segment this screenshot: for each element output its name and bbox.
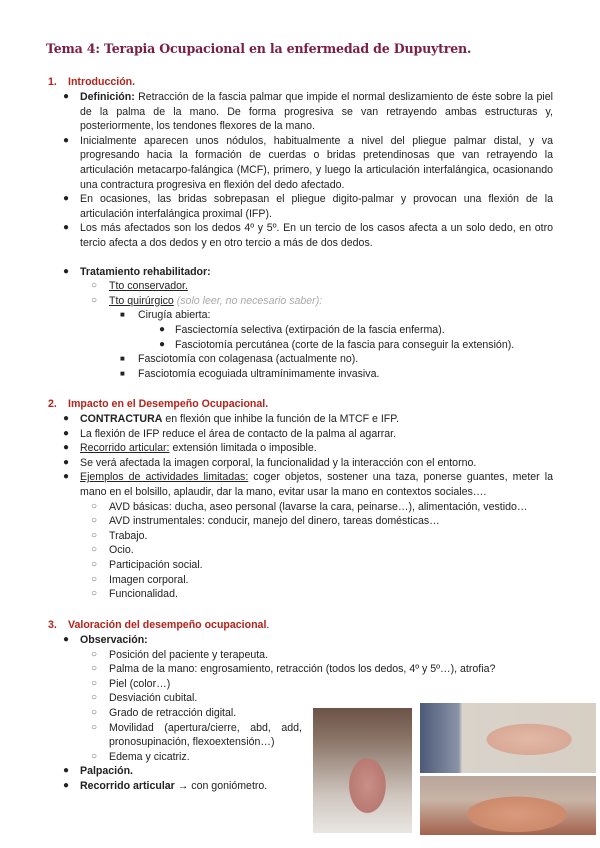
list-item: [0, 441, 553, 456]
circle-bullet-icon: ○: [91, 588, 98, 600]
section-heading: [0, 75, 600, 90]
document-title: Tema 4: Terapia Ocupacional en la enfermedad de Dupuytren.: [46, 41, 472, 56]
list-item: [0, 529, 553, 544]
circle-bullet-icon: ○: [91, 544, 98, 556]
section-heading: [0, 397, 600, 412]
item-lead: Ejemplos de actividades limitadas:: [80, 471, 249, 484]
item-text: Funcionalidad.: [109, 588, 178, 601]
item-punct: :: [319, 294, 323, 307]
circle-bullet-icon: ○: [91, 515, 98, 527]
item-lead: Observación:: [80, 634, 148, 646]
item-text: Retracción de la fascia palmar que impide el normal deslizamiento de éste sobre la piel de la palma de la mano. De forma progresiva se van retrayendo ambas estructuras y, posteriormente, los tendones flexores de la mano.: [80, 91, 553, 133]
bullet-icon: ●: [63, 765, 70, 777]
list-item: [0, 662, 553, 677]
item-text: Fasciectomía selectiva (extirpación de la fascia enferma).: [175, 323, 445, 336]
list-item: [0, 279, 553, 294]
circle-bullet-icon: ○: [91, 677, 98, 689]
square-bullet-icon: ■: [120, 354, 125, 364]
item-text: Piel (color…): [109, 677, 171, 690]
item-text: AVD instrumentales: conducir, manejo del dinero, tareas domésticas…: [109, 515, 440, 528]
list-item: [0, 412, 553, 427]
section-number: 2.: [48, 398, 57, 410]
bullet-icon: ●: [63, 779, 70, 791]
item-text: Se verá afectada la imagen corporal, la funcionalidad y la interacción con el entorno.: [80, 456, 477, 469]
circle-bullet-icon: ○: [91, 721, 98, 733]
item-lead: Definición:: [80, 91, 135, 103]
section-title: Valoración del desempeño ocupacional: [68, 619, 267, 631]
circle-bullet-icon: ○: [91, 280, 98, 292]
bullet-icon: ●: [63, 442, 70, 454]
item-text: Palma de la mano: engrosamiento, retracción (todos los dedos, 4º y 5º…), atrofia?: [109, 663, 496, 676]
item-text: Ocio.: [109, 544, 134, 557]
hand-palm-photo: [313, 708, 412, 833]
list-item: [0, 633, 553, 648]
list-item: [0, 90, 553, 134]
square-bullet-icon: ■: [120, 310, 125, 320]
section-title-punct: .: [266, 619, 270, 631]
circle-bullet-icon: ○: [91, 648, 98, 660]
hand-table-photo: [420, 703, 596, 773]
item-text: Desviación cubital.: [109, 692, 198, 705]
item-text: Grado de retracción digital.: [109, 706, 237, 719]
section-impacto: [0, 397, 600, 602]
item-text: en flexión que inhibe la función de la MTCF e IFP.: [162, 413, 399, 425]
section-title: Introducción.: [68, 76, 136, 88]
list-item: [0, 543, 553, 558]
hand-flexion-photo: [420, 776, 596, 835]
item-text: Los más afectados son los dedos 4º y 5º. En un tercio de los casos afecta a un solo dedo, en otro tercio afecta a dos dedos y en otro tercio a más de dos dedos.: [80, 222, 553, 249]
square-bullet-icon: ■: [120, 368, 125, 378]
circle-bullet-icon: ○: [91, 692, 98, 704]
item-text: Edema y cicatriz.: [109, 750, 190, 763]
circle-bullet-icon: ○: [91, 663, 98, 675]
item-text: Imagen corporal.: [109, 573, 189, 586]
list-item: [0, 338, 553, 353]
section-number: 3.: [48, 619, 57, 631]
circle-bullet-icon: ○: [91, 558, 98, 570]
circle-bullet-icon: ○: [91, 529, 98, 541]
item-text: Fasciotomía con colagenasa (actualmente no).: [138, 353, 359, 366]
list-item: [0, 308, 553, 323]
item-text: Cirugía abierta:: [138, 309, 211, 322]
item-text: Posición del paciente y terapeuta.: [109, 648, 269, 661]
circle-bullet-icon: ○: [91, 573, 98, 585]
list-item: [0, 573, 553, 588]
section-title: Impacto en el Desempeño Ocupacional.: [68, 398, 269, 410]
list-item: [0, 648, 553, 663]
item-text: Trabajo.: [109, 529, 148, 542]
bullet-icon: ●: [63, 634, 70, 645]
bullet-icon: ●: [159, 338, 166, 350]
list-item: [0, 367, 553, 382]
list-item: [0, 587, 553, 602]
bullet-icon: ●: [63, 134, 70, 146]
circle-bullet-icon: ○: [91, 750, 98, 762]
list-item: [0, 721, 302, 750]
circle-bullet-icon: ○: [91, 500, 98, 512]
list-item: [0, 456, 553, 471]
item-text: Inicialmente aparecen unos nódulos, habitualmente a nivel del pliegue palmar distal, y va progresando hacia la formación de cuerdas o bridas pretendinosas que van retrayendo la articulación metacarpo-falángica (MCF), primero, y luego la articulación interfalángica, ocasionando una contractura progresiva en flexión del dedo afectado.: [80, 134, 553, 191]
section-number: 1.: [48, 76, 57, 88]
list-item: [0, 323, 553, 338]
item-text: Tto conservador.: [109, 280, 188, 293]
list-item: [0, 265, 553, 280]
item-text: Movilidad (apertura/cierre, abd, add, pronosupinación, flexoextensión…): [109, 721, 302, 749]
circle-bullet-icon: ○: [91, 706, 98, 718]
circle-bullet-icon: ○: [91, 294, 98, 306]
item-text: extensión limitada o imposible.: [169, 442, 317, 455]
bullet-icon: ●: [63, 91, 70, 102]
list-item: [0, 558, 553, 573]
item-lead: Palpación.: [80, 765, 133, 778]
section-heading: [0, 618, 600, 633]
bullet-icon: ●: [159, 323, 166, 335]
bullet-icon: ●: [63, 222, 70, 234]
item-text: Fasciotomía ecoguiada ultramínimamente invasiva.: [138, 367, 380, 380]
list-item: [0, 514, 553, 529]
item-lead: CONTRACTURA: [80, 413, 163, 425]
bullet-icon: ●: [63, 193, 70, 205]
item-text: Tto quirúrgico: [109, 294, 174, 307]
item-lead: Tratamiento rehabilitador:: [80, 265, 211, 278]
list-item: [0, 294, 553, 309]
bullet-icon: ●: [63, 265, 70, 277]
item-text: La flexión de IFP reduce el área de contacto de la palma al agarrar.: [80, 427, 397, 440]
list-item: [0, 221, 553, 250]
item-text: Fasciotomía percutánea (corte de la fascia para conseguir la extensión).: [175, 338, 515, 351]
list-item: [0, 500, 553, 515]
list-item: [0, 427, 553, 442]
item-text: → con goniómetro.: [174, 779, 268, 792]
list-item: [0, 470, 553, 499]
item-text: En ocasiones, las bridas sobrepasan el pliegue digito-palmar y provocan una flexión de la articulación interfalángica proximal (IFP).: [80, 193, 553, 220]
list-item: [0, 352, 553, 367]
section-introduccion: [0, 75, 600, 381]
bullet-icon: ●: [63, 427, 70, 439]
item-text: Participación social.: [109, 558, 203, 571]
item-text: coger objetos, sostener una taza, ponerse guantes, meter la mano en el bolsillo, aplaudir, dar la mano, evitar usar la mano en contextos sociales….: [80, 471, 553, 498]
bullet-icon: ●: [63, 456, 70, 468]
item-lead: Recorrido articular: [80, 779, 175, 792]
bullet-icon: ●: [63, 413, 70, 424]
item-text: AVD básicas: ducha, aseo personal (lavarse la cara, peinarse…), alimentación, vestido…: [109, 500, 528, 513]
list-item: [0, 192, 553, 221]
item-note: (solo leer, no necesario saber): [173, 294, 320, 307]
list-item: [0, 134, 553, 192]
bullet-icon: ●: [63, 471, 70, 483]
item-lead: Recorrido articular:: [80, 442, 170, 455]
list-item: [0, 677, 553, 692]
